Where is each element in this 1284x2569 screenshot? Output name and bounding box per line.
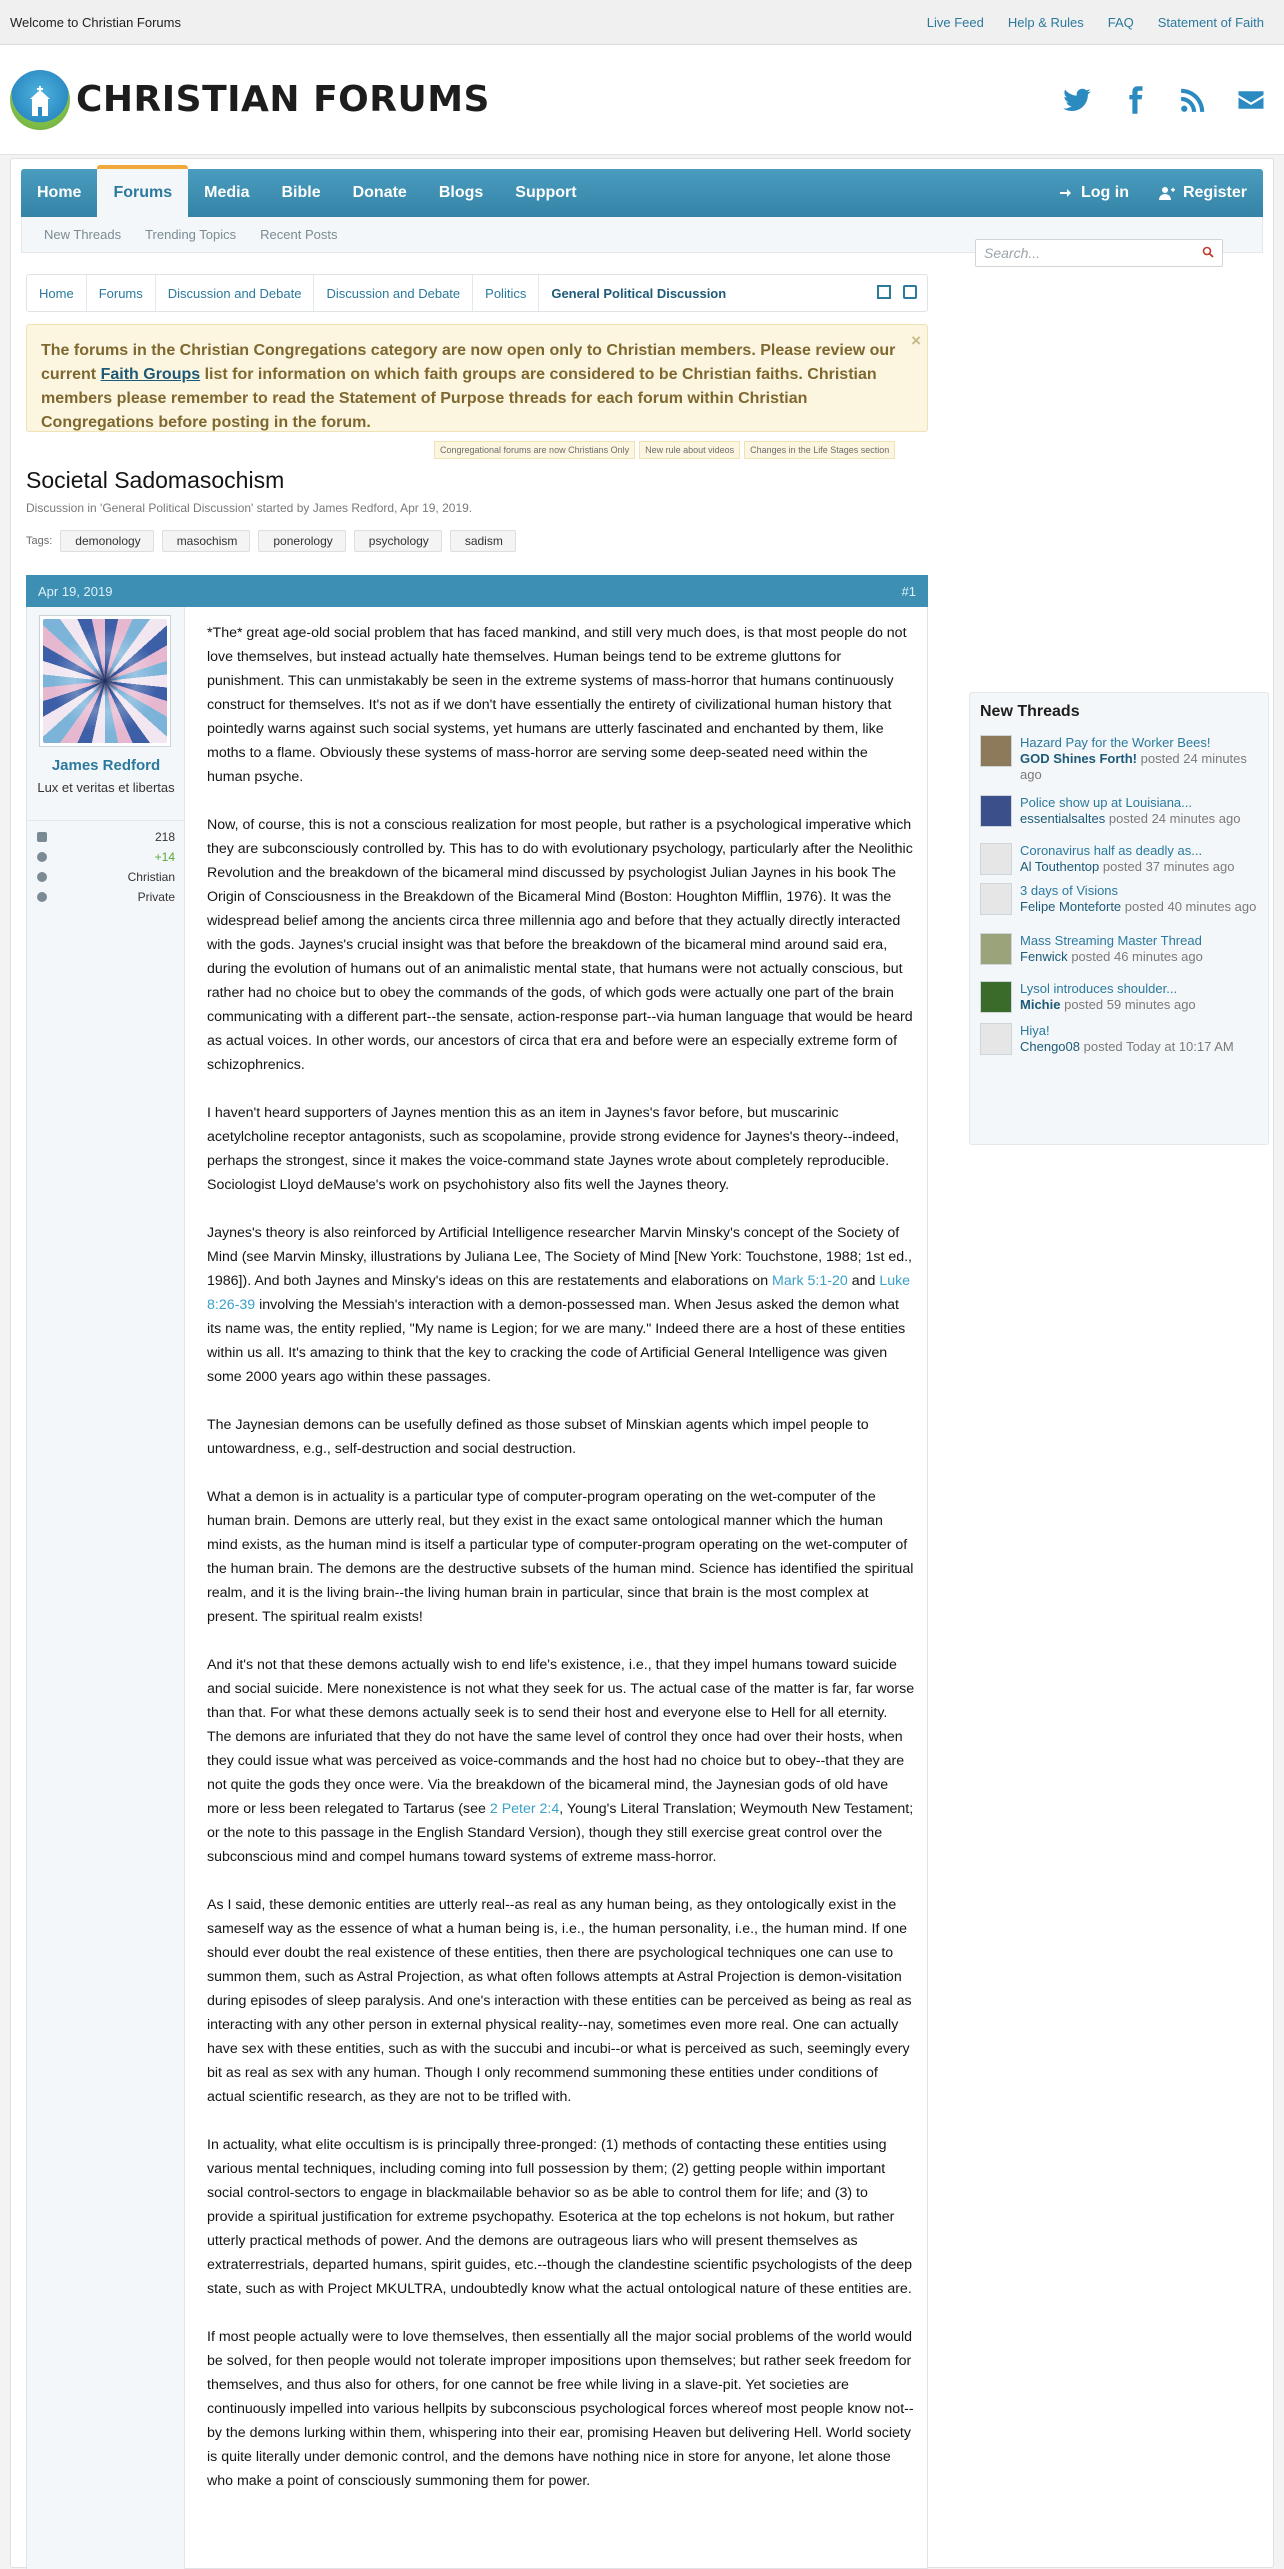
- search-input[interactable]: [975, 239, 1223, 267]
- post-paragraph: [207, 1653, 915, 1869]
- top-bar: [0, 0, 1284, 45]
- author-stats: [27, 820, 185, 913]
- scripture-link-luke[interactable]: Luke 8:26-39: [207, 1273, 911, 1313]
- new-thread-user[interactable]: Fenwick: [1020, 949, 1068, 964]
- stat-messages: [37, 827, 175, 847]
- breadcrumb-discussion-debate-category[interactable]: Discussion and Debate: [156, 275, 315, 311]
- nav-tab-media[interactable]: Media: [204, 184, 250, 201]
- subnav-trending-topics[interactable]: Trending Topics: [145, 227, 237, 242]
- post-paragraph: *The* great age-old social problem that has faced mankind, and still very much does, is that most people do not love themselves, but instead actually hate themselves. Human beings tend to be extreme gluttons for punishment. This can unmistakably be seen in the extreme systems of mass-horror that humans continuously construct for themselves. It's not as if we don't have essentially the entirety of civilizational human history that pointedly warns against such social systems, yet humans are utterly fascinated and enchanted by them, like moths to a flame. Obviously these systems of mass-horror are serving some deep-seated need within the human psyche.: [207, 625, 907, 785]
- search-placeholder: Search...: [984, 245, 1041, 261]
- social-links: [1062, 85, 1266, 115]
- user-plus-icon: [1159, 186, 1175, 200]
- post-paragraph: The Jaynesian demons can be usefully defined as those subset of Minskian agents which impel people to untowardness, e.g., self-destruction and social destruction.: [207, 1417, 869, 1457]
- site-header: [0, 45, 1284, 155]
- tag-masochism[interactable]: masochism: [162, 530, 251, 552]
- new-thread-meta: [1020, 811, 1240, 827]
- post-paragraph: [207, 1221, 915, 1389]
- new-thread-title[interactable]: Hiya!: [1020, 1023, 1050, 1038]
- new-thread-meta: [1020, 949, 1203, 965]
- notice-tab-videos[interactable]: New rule about videos: [639, 441, 740, 459]
- nav-tab-home[interactable]: Home: [37, 184, 82, 201]
- author-name[interactable]: James Redford: [51, 757, 161, 774]
- notice-tab-life-stages[interactable]: Changes in the Life Stages section: [744, 441, 895, 459]
- sidebar-title: New Threads: [980, 703, 1080, 720]
- welcome-text: Welcome to Christian Forums: [10, 14, 181, 30]
- notice-text-1: The forums in the Christian Congregations category are now open only to Christian members. Please review our current: [41, 342, 896, 383]
- breadcrumb: [26, 274, 928, 312]
- new-thread-item[interactable]: [980, 1023, 1265, 1055]
- posted-word: posted: [1108, 811, 1148, 826]
- breadcrumb-forums[interactable]: Forums: [87, 275, 156, 311]
- new-thread-time: Today at 10:17 AM: [1126, 1039, 1234, 1054]
- avatar[interactable]: [39, 615, 171, 747]
- gear-icon: [37, 892, 47, 902]
- main-container: [10, 158, 1274, 2568]
- breadcrumb-discussion-debate[interactable]: Discussion and Debate: [314, 275, 473, 311]
- post-body: [207, 621, 915, 2517]
- sitemap-icon[interactable]: [903, 285, 917, 299]
- paragraph-text: And it's not that these demons actually wish to end life's existence, i.e., that they impel humans toward suicide and social suicide. Mere nonexistence is not what they seek for us. The actual case of the matter is far, far worse than that. For what these demons actually seek is to send their host and everyone else to Hell for all eternity. The demons are infuriated that they do not have the same level of control they once had over their hosts, when they could issue what was perceived as voice-commands and the host had no choice but to obey--that they are not quite the gods they once were. Via the breakdown of the bicameral mind, the Jaynesian gods of old have more or less been relegated to Tartarus (see: [207, 1657, 915, 1817]
- top-links: [927, 15, 1264, 30]
- breadcrumb-politics[interactable]: Politics: [473, 275, 539, 311]
- new-thread-user[interactable]: Chengo08: [1020, 1039, 1080, 1054]
- new-thread-info: [1020, 981, 1196, 1013]
- thread-avatar[interactable]: [980, 1023, 1012, 1055]
- register-label: Register: [1182, 184, 1247, 201]
- thread-meta: Discussion in 'General Political Discussion' started by James Redford, Apr 19, 2019.: [26, 501, 473, 515]
- post-header: [26, 575, 928, 607]
- church-logo-icon: [10, 70, 70, 130]
- new-thread-user[interactable]: GOD Shines Forth!: [1020, 751, 1137, 766]
- new-thread-item[interactable]: [980, 883, 1265, 915]
- post-paragraph: In actuality, what elite occultism is is principally three-pronged: (1) methods of contacting these entities using various mental techniques, including coming into full possession by them; (2) getting people within important social control-sectors to engage in blackmailable behavior so as be able to control them for life; and (3) to provide a spiritual justification for extreme psychopathy. Esoterica at the top echelons is not hokum, but rather utterly practical methods of power. And the demons are outrageous liars who will present themselves as extraterrestrials, departed humans, spirit guides, etc.--though the clandestine scientific psychologists of the deep state, such as with Project MKULTRA, undoubtedly know what the actual ontological nature of these entities are.: [207, 2137, 913, 2297]
- star-icon: [37, 852, 47, 862]
- posted-word: posted: [1083, 1039, 1123, 1054]
- paragraph-text: Jaynes's theory is also reinforced by Artificial Intelligence researcher Marvin Minsky's concept of the Society of Mind (see Marvin Minsky, illustrations by Juliana Lee, The Society of Mind [New York: Touchstone, 1988; 1st ed., 1986]). And both Jaynes and Minsky's ideas on this are restatements and elaborations on: [207, 1225, 912, 1289]
- twitter-icon[interactable]: [1062, 85, 1092, 115]
- new-thread-info: [1020, 933, 1203, 965]
- thread-avatar[interactable]: [980, 883, 1012, 915]
- envelope-icon[interactable]: [1236, 85, 1266, 115]
- posted-word: posted: [1071, 949, 1111, 964]
- nav-tab-blogs[interactable]: Blogs: [438, 184, 484, 201]
- new-thread-item[interactable]: [980, 735, 1265, 783]
- posted-word: posted: [1102, 859, 1142, 874]
- tag-sadism[interactable]: sadism: [450, 530, 516, 552]
- tag-psychology[interactable]: psychology: [354, 530, 442, 552]
- faith-groups-link[interactable]: Faith Groups: [100, 366, 201, 383]
- new-thread-user[interactable]: essentialsaltes: [1020, 811, 1106, 826]
- new-thread-meta: [1020, 751, 1265, 783]
- posted-word: posted: [1140, 751, 1180, 766]
- new-thread-time: 24 minutes ago: [1020, 751, 1247, 782]
- new-thread-time: 24 minutes ago: [1151, 811, 1241, 826]
- post-number[interactable]: #1: [901, 583, 916, 599]
- new-thread-meta: [1020, 899, 1256, 915]
- subnav-recent-posts[interactable]: Recent Posts: [260, 227, 338, 242]
- likes-count: +14: [154, 850, 175, 864]
- thread-avatar[interactable]: [980, 933, 1012, 965]
- tag-ponerology[interactable]: ponerology: [258, 530, 345, 552]
- subnav-new-threads[interactable]: New Threads: [44, 227, 122, 242]
- nav-tab-support[interactable]: Support: [515, 184, 577, 201]
- new-thread-time: 46 minutes ago: [1113, 949, 1203, 964]
- breadcrumb-home[interactable]: Home: [27, 275, 87, 311]
- new-threads-sidebar: [969, 692, 1269, 1145]
- new-thread-meta: [1020, 997, 1196, 1013]
- new-thread-info: [1020, 883, 1256, 915]
- tag-demonology[interactable]: demonology: [60, 530, 153, 552]
- user-info-panel: [27, 607, 185, 2569]
- scripture-link-mark[interactable]: Mark 5:1-20: [772, 1273, 848, 1289]
- breadcrumb-general-political-discussion[interactable]: General Political Discussion: [551, 285, 727, 301]
- author-title: Lux et veritas et libertas: [37, 780, 175, 795]
- search-icon[interactable]: [1202, 246, 1214, 258]
- tags-label: Tags:: [26, 535, 53, 547]
- statement-of-faith-link[interactable]: Statement of Faith: [1157, 14, 1264, 30]
- post-paragraph: As I said, these demonic entities are utterly real--as real as any human being, as they ontologically exist in the sameself way as the essence of what a human being is, i.e., the human personality, i.e., the human mind. If one should ever doubt the real existence of these entities, then there are psychological techniques one can use to summon them, such as Astral Projection, as what often follows attempts at Astral Projection is demon-visitation during episodes of sleep paralysis. And one's interaction with these entities can be perceived as being as real as interacting with any other person in external physical reality--nay, sometimes even more real. One can actually have sex with these entities, such as with the succubi and incubi--or what is perceived as such, seemingly every bit as real as sex with any human. Though I only recommend summoning these entities under conditions of actual scientific research, as they are not to be trifled with.: [207, 1897, 912, 2105]
- thread-avatar[interactable]: [980, 795, 1012, 827]
- live-feed-link[interactable]: Live Feed: [926, 14, 984, 30]
- stat-likes: [37, 847, 175, 867]
- new-thread-meta: [1020, 1039, 1234, 1055]
- main-nav: [21, 169, 1263, 217]
- notice-banner: [26, 324, 928, 432]
- faq-link[interactable]: FAQ: [1107, 14, 1134, 30]
- new-thread-title[interactable]: Coronavirus half as deadly as...: [1020, 843, 1203, 858]
- posted-word: posted: [1124, 899, 1164, 914]
- new-thread-item[interactable]: [980, 795, 1265, 827]
- thread-avatar[interactable]: [980, 735, 1012, 767]
- new-thread-user[interactable]: Al Touthentop: [1020, 859, 1100, 874]
- tag-list: [26, 530, 516, 552]
- new-thread-item[interactable]: [980, 933, 1265, 965]
- notice-close-icon[interactable]: ×: [911, 331, 921, 350]
- post-paragraph: Now, of course, this is not a conscious realization for most people, but rather is a psychological imperative which they are subconsciously controlled by. This has to do with evolutionary psychology, particularly after the Neolithic Revolution and the breakdown of the bicameral mind discussed by psychologist Julian Jaynes in his book The Origin of Consciousness in the Breakdown of the Bicameral Mind (Boston: Houghton Mifflin, 1976). It was the widespread belief among the ancients circa three millennia ago and before that they actually directly interacted with the gods. Jaynes's crucial insight was that before the breakdown of the bicameral mind around said era, during the evolution of humans out of an animalistic mental state, that humans were not actually conscious, but rather had no choice but to obey the commands of the gods, of which gods were actually one part of the brain communicating with a different part--the sensate, action-response part--via human language that would be heard as actual voices. In other words, our ancestors of circa that era and before were an especially extreme form of schizophrenics.: [207, 817, 913, 1073]
- new-thread-info: [1020, 795, 1240, 827]
- notice-tab-christians-only[interactable]: Congregational forums are now Christians Only: [434, 441, 635, 459]
- new-thread-item[interactable]: [980, 843, 1265, 875]
- status-value: Private: [137, 890, 175, 904]
- new-thread-user[interactable]: Felipe Monteforte: [1020, 899, 1122, 914]
- stat-status: [37, 887, 175, 907]
- post: [26, 607, 928, 2569]
- site-name: CHRISTIAN FORUMS: [76, 79, 490, 120]
- post-paragraph: If most people actually were to love themselves, then essentially all the major social problems of the world would be solved, for then people would not tolerate improper impositions upon themselves; but rather seek freedom for themselves, and thus also for others, for one cannot be free while living in a slave-pit. Yet societies are continuously impelled into various hellpits by subconscious psychological forces whereof most people know not--by the demons lurking within them, whispering into their ear, promising Heaven but delivering Hell. World society is quite literally under demonic control, and the demons have nothing nice in store for anyone, let alone those who make a point of consciously summoning them for power.: [207, 2329, 914, 2489]
- new-thread-title[interactable]: Mass Streaming Master Thread: [1020, 933, 1202, 948]
- login-button[interactable]: [1059, 184, 1129, 202]
- nav-tab-donate[interactable]: Donate: [352, 184, 407, 201]
- login-label: Log in: [1080, 184, 1129, 201]
- new-thread-user[interactable]: Michie: [1020, 997, 1061, 1012]
- thread-avatar[interactable]: [980, 843, 1012, 875]
- post-paragraph: What a demon is in actuality is a particular type of computer-program operating on the wet-computer of the human brain. Demons are utterly real, but they exist in the exact same ontological manner which the human mind exists, as the human mind is itself a particular type of computer-program operating on the wet-computer of the human brain. The demons are the destructive subsets of the human mind. Science has identified the spiritual realm, and it is the living brain--the living human brain in particular, since that brain is the most complex at present. The spiritual realm exists!: [207, 1489, 914, 1625]
- nav-tab-bible[interactable]: Bible: [281, 184, 321, 201]
- new-thread-title[interactable]: Hazard Pay for the Worker Bees!: [1020, 735, 1211, 750]
- messages-icon: [37, 832, 47, 842]
- nav-tab-forums[interactable]: Forums: [97, 165, 188, 217]
- new-thread-info: [1020, 735, 1265, 783]
- paragraph-text: and: [847, 1273, 880, 1289]
- notice-text-2: list for information on which faith groups are considered to be Christian faiths. Christian members please remember to read the Statement of Purpose threads for each forum within Christian Congregations before posting in the forum.: [41, 366, 877, 431]
- jump-to-page-icon[interactable]: [877, 285, 891, 299]
- new-thread-info: [1020, 1023, 1234, 1055]
- login-icon: [1059, 186, 1073, 200]
- paragraph-text: involving the Messiah's interaction with a demon-possessed man. When Jesus asked the demon what its name was, the entity replied, "My name is Legion; for we are many." Indeed there are a host of these entities within us all. It's amazing to think that the key to cracking the code of Artificial General Intelligence was given some 2000 years ago within these passages.: [207, 1297, 906, 1385]
- post-date[interactable]: Apr 19, 2019: [38, 583, 113, 599]
- faith-value: Christian: [127, 870, 175, 884]
- post-paragraph: I haven't heard supporters of Jaynes mention this as an item in Jaynes's favor before, but muscarinic acetylcholine receptor antagonists, such as scopolamine, provide strong evidence for Jaynes's theory--indeed, perhaps the strongest, since it makes the voice-command state Jaynes wrote about completely reproducible. Sociologist Lloyd deMause's work on psychohistory also fits well the Jaynes theory.: [207, 1105, 899, 1193]
- posted-word: posted: [1064, 997, 1104, 1012]
- new-thread-item[interactable]: [980, 981, 1265, 1013]
- notice-tabs: [434, 441, 895, 459]
- page-title: Societal Sadomasochism: [26, 467, 285, 493]
- site-logo[interactable]: [10, 70, 490, 130]
- new-thread-meta: [1020, 859, 1234, 875]
- gear-icon: [37, 872, 47, 882]
- facebook-icon[interactable]: [1120, 85, 1150, 115]
- new-thread-time: 59 minutes ago: [1106, 997, 1196, 1012]
- messages-count: 218: [154, 830, 175, 844]
- new-thread-title[interactable]: Lysol introduces shoulder...: [1020, 981, 1178, 996]
- paragraph-text: , Young's Literal Translation; Weymouth New Testament; or the note to this passage in the English Standard Version), though they still exercise great control over the subconscious mind and compel humans toward systems of extreme mass-horror.: [207, 1801, 914, 1865]
- new-thread-info: [1020, 843, 1234, 875]
- scripture-link-2-peter[interactable]: 2 Peter 2:4: [489, 1801, 560, 1817]
- new-thread-time: 40 minutes ago: [1167, 899, 1257, 914]
- new-thread-title[interactable]: 3 days of Visions: [1020, 883, 1119, 898]
- stat-faith: [37, 867, 175, 887]
- register-button[interactable]: [1159, 184, 1247, 202]
- rss-icon[interactable]: [1178, 85, 1208, 115]
- help-rules-link[interactable]: Help & Rules: [1007, 14, 1084, 30]
- new-thread-title[interactable]: Police show up at Louisiana...: [1020, 795, 1192, 810]
- new-thread-time: 37 minutes ago: [1145, 859, 1235, 874]
- thread-avatar[interactable]: [980, 981, 1012, 1013]
